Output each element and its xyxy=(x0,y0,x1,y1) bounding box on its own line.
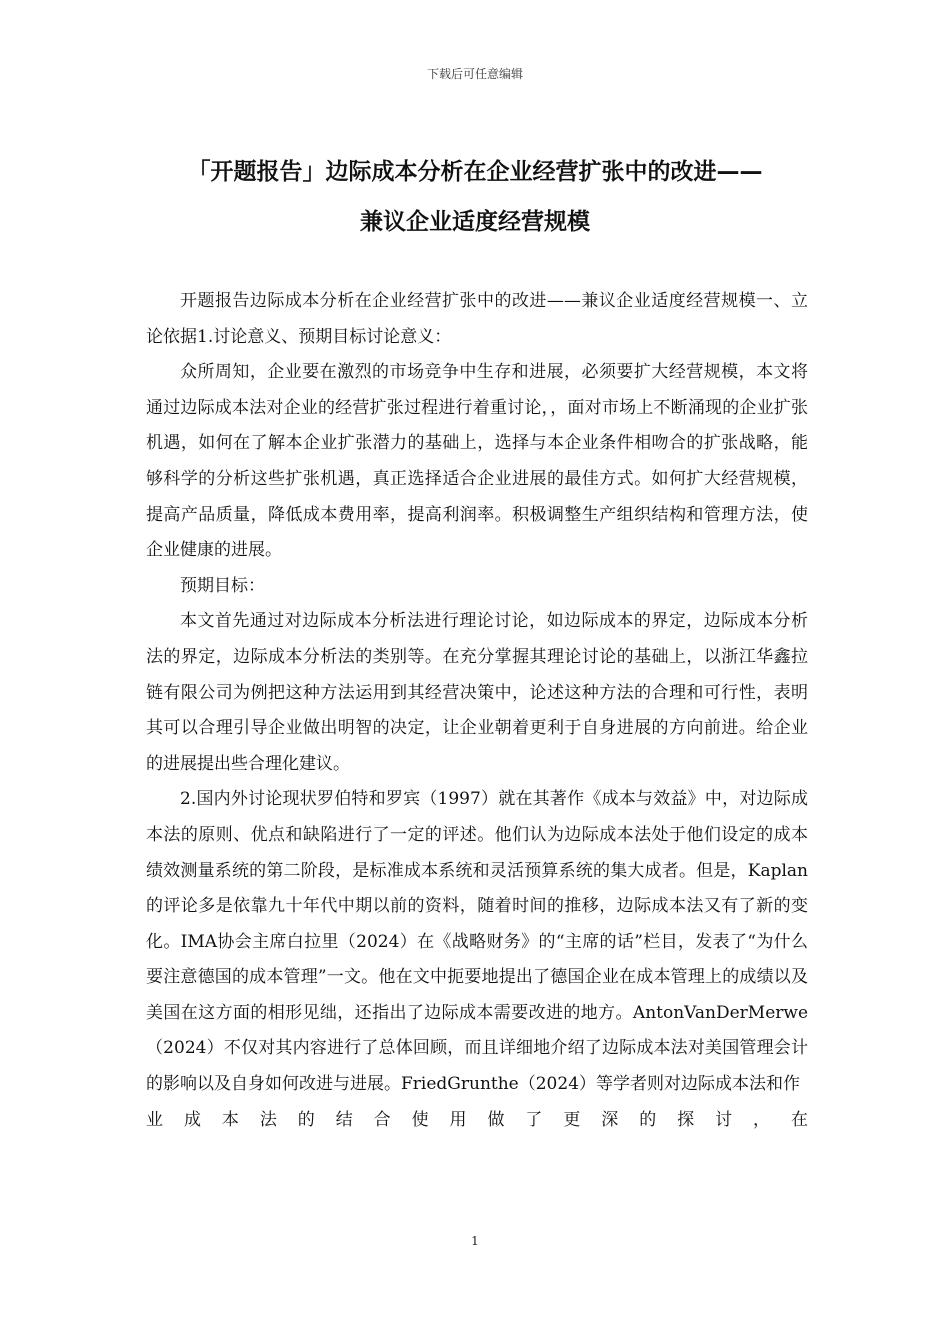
paragraph-expected-goals: 本文首先通过对边际成本分析法进行理论讨论，如边际成本的界定，边际成本分析法的界定，边际成本分析法的类别等。在充分掌握其理论讨论的基础上，以浙江华鑫拉链有限公司为例把这种方法运用到其经营决策中，论述这种方法的合理和可行性，表明其可以合理引导企业做出明智的决定，让企业朝着更利于自身进展的方向前进。给企业的进展提出些合理化建议。 xyxy=(146,611,808,774)
paragraph-research-significance: 众所周知，企业要在激烈的市场竞争中生存和进展，必须要扩大经营规模，本文将通过边际成本法对企业的经营扩张过程进行着重讨论，，面对市场上不断涌现的企业扩张机遇，如何在了解本企业扩张潜力的基础上，选择与本企业条件相吻合的扩张战略，能够科学的分析这些扩张机遇，真正选择适合企业进展的最佳方式。如何扩大经营规模，提高产品质量，降低成本费用率，提高利润率。积极调整生产组织结构和管理方法，使企业健康的进展。 xyxy=(146,362,808,561)
document-title-line-2: 兼议企业适度经营规模 xyxy=(360,209,590,235)
document-body xyxy=(146,284,808,1138)
paragraph-expected-goals-heading: 预期目标： xyxy=(180,575,265,596)
paragraph-final-line: 业成本法的结合使用做了更深的探讨，在 xyxy=(146,1109,808,1130)
page-number: 1 xyxy=(471,1234,479,1248)
page-header-note: 下载后可任意编辑 xyxy=(426,67,523,81)
paragraph-research-status: 2.国内外讨论现状罗伯特和罗宾（1997）就在其著作《成本与效益》中，对边际成本法的原则、优点和缺陷进行了一定的评述。他们认为边际成本法处于他们设定的成本绩效测量系统的第二阶段，是标准成本系统和灵活预算系统的集大成者。但是，Kaplan的评论多是依靠九十年代中期以前的资料，随着时间的推移，边际成本法又有了新的变化。IMA协会主席白拉里（2024）在《战略财务》的“主席的话”栏目，发表了“为什么要注意德国的成本管理”一文。他在文中扼要地提出了德国企业在成本管理上的成绩以及美国在这方面的相形见绌，还指出了边际成本需要改进的地方。AntonVanDerMerwe（2024）不仅对其内容进行了总体回顾，而且详细地介绍了边际成本法对美国管理会计的影响以及自身如何改进与进展。FriedGrunthe（2024）等学者则对边际成本法和作 xyxy=(146,789,808,1095)
paragraph-intro: 开题报告边际成本分析在企业经营扩张中的改进——兼议企业适度经营规模一、立论依据1.讨论意义、预期目标讨论意义： xyxy=(146,291,808,347)
document-title-line-1: 「开题报告」边际成本分析在企业经营扩张中的改进—— xyxy=(187,159,763,185)
